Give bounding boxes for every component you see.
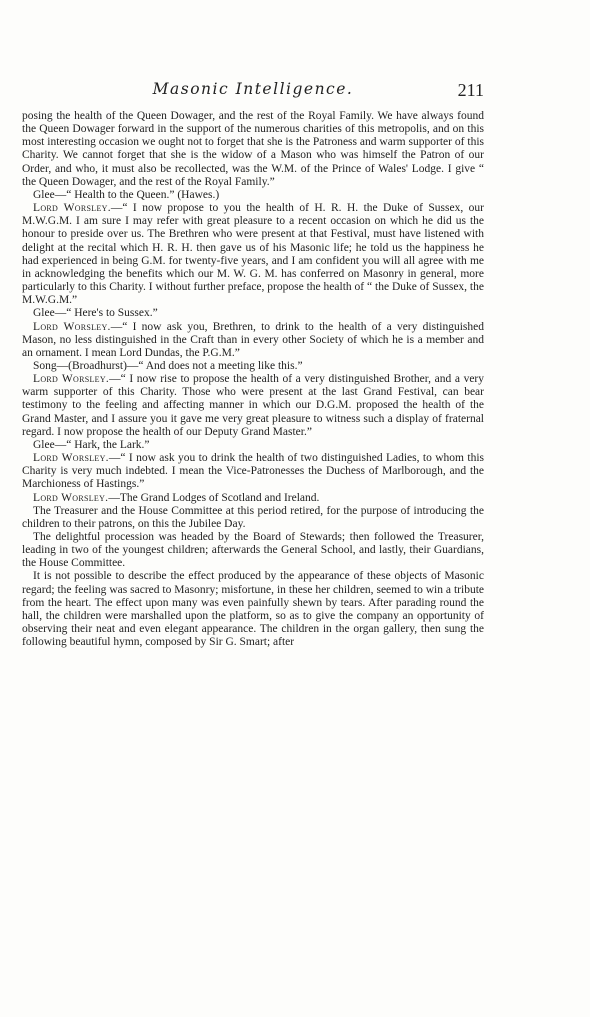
speaker-name: Lord Worsley. [33,373,110,386]
paragraph [22,360,484,373]
paragraph [22,373,484,439]
paragraph [22,439,484,452]
paragraph-text: —“ I now rise to propose the health of a very distinguished Brother, and a very warm supporter of this Charity. Those who were present at the last Grand Festival, can bear testimony to the feeling and affecting manner in which our D.G.M. proposed the health of the Grand Master, and I assure you it gave me very great pleasure to witness such a display of fraternal regard. I now propose the health of our Deputy Grand Master.” [22,373,485,438]
paragraph [22,189,484,202]
paragraph-text: Glee—“ Here's to Sussex.” [33,307,158,320]
paragraph-text: —“ I now propose to you the health of H. R. H. the Duke of Sussex, our M.W.G.M. I am sure I may refer with great pleasure to a recent occasion on which he did us the honour to preside over us. The Brethren who were present at that Festival, must have listened with delight at the recital which H. R. H. then gave us of his Masonic life; he told us the happiness he had experienced in being G.M. for twenty-five years, and I am confident you will all agree with me in acknowledging the benefits which our M. W. G. M. has conferred on Masonry in general, more particularly to this Charity. I without further preface, propose the health of “ the Duke of Sussex, the M.W.G.M.” [22,202,485,307]
paragraph [22,452,484,491]
paragraph-text: —The Grand Lodges of Scotland and Ireland. [108,491,320,504]
speaker-name: Lord Worsley. [33,452,109,465]
paragraph-text: The Treasurer and the House Committee at this period retired, for the purpose of introducing the children to their patrons, on this the Jubilee Day. [22,504,484,530]
paragraph-text: The delightful procession was headed by the Board of Stewards; then followed the Treasurer, leading in two of the youngest children; afterwards the General School, and lastly, their Guardians, the House Committee. [22,531,484,570]
speaker-name: Lord Worsley. [33,320,111,333]
paragraph-text: Glee—“ Health to the Queen.” (Hawes.) [33,188,220,201]
paragraph-text: —“ I now ask you, Brethren, to drink to the health of a very distinguished Mason, no less distinguished in the Craft than in every other Society of which he is a member and an ornament. I mean Lord Dundas, the P.G.M.” [22,320,484,359]
paragraph-text: It is not possible to describe the effect produced by the appearance of these objects of Masonic regard; the feeling was sacred to Masonry; misfortune, in these her children, seemed to win a tribute from the heart. The effect upon many was even painfully shewn by tears. After parading round the hall, the children were marshalled upon the platform, so as to give the company an opportunity of observing their neat and even elegant appearance. The children in the organ gallery, then sung the following beautiful hymn, composed by Sir G. Smart; after [22,570,484,649]
paragraph-text: posing the health of the Queen Dowager, and the rest of the Royal Family. We have always found the Queen Dowager forward in the support of the numerous charities of this metropolis, and on this most interesting occasion we ought not to forget that she is the Patroness and warm supporter of this Charity. We cannot forget that she is the widow of a Mason who was himself the Patron of our Order, and who, it must also be recollected, was the W.M. of the Prince of Wales' Lodge. I give “ the Queen Dowager, and the rest of the Royal Family.” [22,110,484,188]
paragraph [22,110,484,189]
page-number: 211 [457,80,484,100]
running-head [22,80,484,100]
paragraph [22,531,484,570]
body-text [22,110,484,649]
paragraph [22,321,484,360]
speaker-name: Lord Worsley. [33,202,111,215]
paragraph [22,307,484,320]
paragraph [22,570,484,649]
paragraph [22,505,484,531]
paragraph [22,202,484,307]
paragraph-text: —“ I now ask you to drink the health of two distinguished Ladies, to whom this Charity is very much indebted. I mean the Vice-Patronesses the Duchess of Marlborough, and the Marchioness of Hastings.” [22,452,484,491]
paragraph-text: Glee—“ Hark, the Lark.” [33,438,150,451]
paragraph-text: Song—(Broadhurst)—“ And does not a meeting like this.” [33,359,303,372]
paragraph [22,492,484,505]
running-title: Masonic Intelligence. [152,80,354,98]
speaker-name: Lord Worsley. [33,491,109,504]
